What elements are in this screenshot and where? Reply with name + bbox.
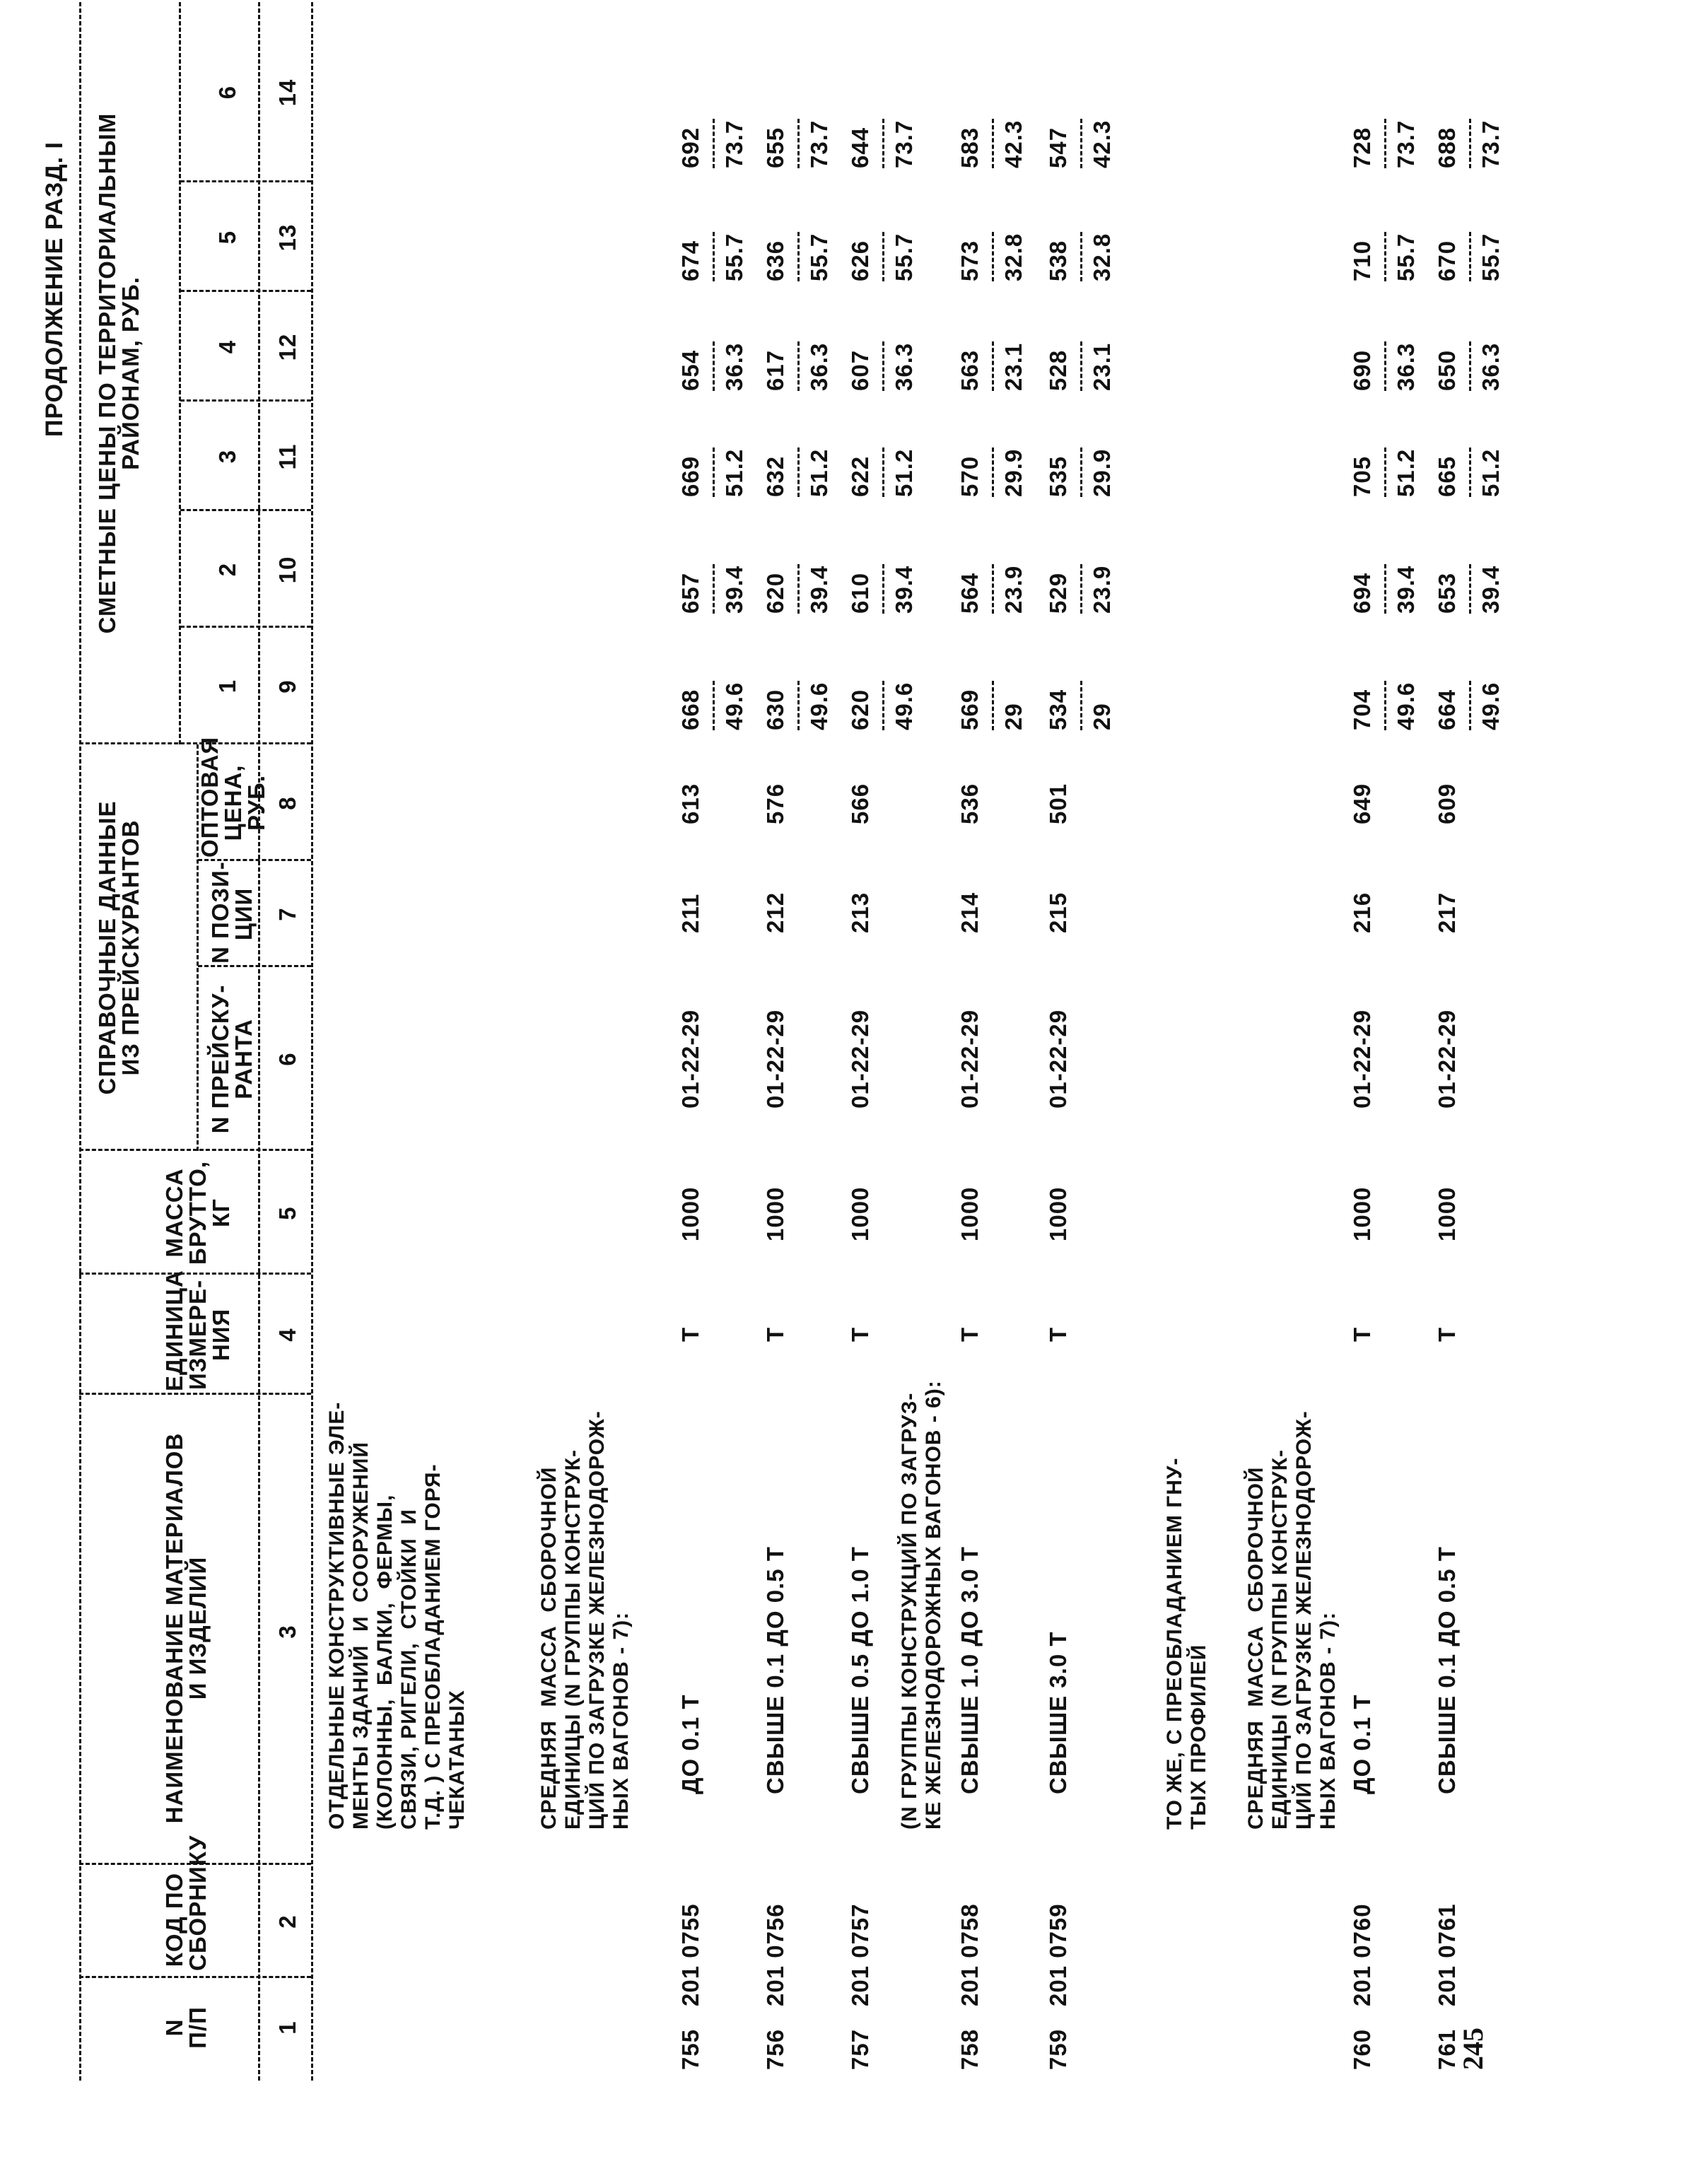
header-bottom-line [258,2,260,2081]
row-price-region-2: 694 [1349,572,1375,614]
row-price-region-5: 674 [677,240,703,281]
value-separator [992,119,994,168]
row-price-region-5: 626 [847,240,873,281]
colnum-bottom-line [311,2,313,2081]
row-price-region-6: 644 [847,127,873,168]
row-pricelist: 01-22-29 [957,1009,983,1109]
column-number-10: 10 [274,556,300,584]
row-price-region-2: 564 [957,572,983,614]
row-pricelist: 01-22-29 [1349,1009,1375,1109]
value-separator [1469,232,1471,281]
row-unit: Т [1434,1326,1460,1342]
section-heading-avg-mass-7: СРЕДНЯЯ МАССА СБОРОЧНОЙ ЕДИНИЦЫ (N ГРУППЫ КОНСТРУК- ЦИЙ ПО ЗАГРУЗКЕ ЖЕЛЕЗНОДОРОЖ- НЫХ ВАГОНОВ - 7): [537,1410,633,1830]
col-sep [180,626,311,628]
prices-sub-line [179,2,181,744]
row-name: СВЫШЕ 1.0 ДО 3.0 Т [957,1546,983,1794]
row-price-region-4: 650 [1434,349,1460,391]
row-unit: Т [957,1326,983,1342]
value-separator [882,681,884,730]
value-separator [1384,681,1386,730]
col-sep [79,1976,311,1978]
row-num: 760 [1349,2028,1375,2070]
header-note: ПРОДОЛЖЕНИЕ РАЗД. I [41,141,68,437]
row-price-region-1: 630 [762,689,788,730]
row-mass: 1000 [762,1186,788,1241]
row-price-region-1: 664 [1434,689,1460,730]
row-extra-region-1: 29 [1000,703,1026,730]
row-extra-region-5: 55.7 [721,233,747,281]
row-extra-region-1: 49.6 [1393,682,1419,730]
value-separator [1469,564,1471,614]
col-header-region-6: 6 [214,85,240,100]
row-price-region-6: 692 [677,127,703,168]
row-num: 757 [847,2028,873,2070]
value-separator [992,681,994,730]
header-top-line [79,2,81,2081]
row-unit: Т [1045,1326,1071,1342]
row-pricelist: 01-22-29 [677,1009,703,1109]
value-separator [797,564,800,614]
row-price-region-5: 670 [1434,240,1460,281]
value-separator [1469,119,1471,168]
col-header-num: N П/П [161,2006,211,2049]
col-header-pricelist: N ПРЕЙСКУ- РАНТА [207,984,257,1134]
row-pricelist: 01-22-29 [1045,1009,1071,1109]
value-separator [1384,448,1386,497]
row-extra-region-2: 39.4 [1393,565,1419,614]
section-heading-hot-rolled: ОТДЕЛЬНЫЕ КОНСТРУКТИВНЫЕ ЭЛЕ- МЕНТЫ ЗДАНИЙ И СООРУЖЕНИЙ (КОЛОННЫ, БАЛКИ, ФЕРМЫ, СВЯЗИ, РИГЕЛИ, СТОЙКИ И Т.Д. ) С ПРЕОБЛАДАНИЕМ ГОРЯ- ЧЕКАТАНЫХ [325,1401,469,1830]
value-separator [1080,564,1082,614]
row-code: 201 0758 [957,1903,983,2006]
row-extra-region-4: 36.3 [1393,342,1419,391]
value-separator [992,341,994,391]
col-sep [180,290,311,292]
value-separator [882,341,884,391]
row-price-region-6: 583 [957,127,983,168]
col-header-position: N ПОЗИ- ЦИИ [207,861,257,964]
row-price-region-6: 728 [1349,127,1375,168]
row-code: 201 0760 [1349,1903,1375,2006]
row-code: 201 0757 [847,1903,873,2006]
row-extra-region-3: 51.2 [806,448,832,497]
column-number-5: 5 [274,1206,300,1220]
row-extra-region-2: 39.4 [806,565,832,614]
col-sep [180,180,311,182]
column-number-3: 3 [274,1625,300,1639]
value-separator [1469,448,1471,497]
row-extra-region-5: 32.8 [1000,233,1026,281]
value-separator [992,232,994,281]
col-header-name: НАИМЕНОВАНИЕ МАТЕРИАЛОВ И ИЗДЕЛИЙ [161,1432,211,1824]
row-extra-region-5: 55.7 [806,233,832,281]
row-price-region-6: 547 [1045,127,1071,168]
row-unit: Т [677,1326,703,1342]
row-price-region-3: 622 [847,455,873,497]
value-separator [713,232,715,281]
col-header-region-5: 5 [214,230,240,245]
value-separator [882,564,884,614]
row-name: СВЫШЕ 0.1 ДО 0.5 Т [762,1546,788,1794]
row-position: 213 [847,891,873,933]
value-separator [992,448,994,497]
row-extra-region-4: 36.3 [891,342,917,391]
column-number-9: 9 [274,679,300,694]
row-extra-region-6: 73.7 [721,119,747,168]
col-header-mass: МАССА БРУТТО, КГ [161,1160,234,1265]
row-mass: 1000 [957,1186,983,1241]
col-header-wholesale: ОПТОВАЯ ЦЕНА, РУБ. [197,736,269,858]
row-price-region-1: 569 [957,689,983,730]
value-separator [797,341,800,391]
row-pricelist: 01-22-29 [847,1009,873,1109]
col-header-prices-group: СМЕТНЫЕ ЦЕНЫ ПО ТЕРРИТОРИАЛЬНЫМ РАЙОНАМ, РУБ. [94,112,144,634]
row-code: 201 0755 [677,1903,703,2006]
value-separator [797,681,800,730]
row-price-region-4: 563 [957,349,983,391]
section-heading-avg-mass-7b: СРЕДНЯЯ МАССА СБОРОЧНОЙ ЕДИНИЦЫ (N ГРУППЫ КОНСТРУК- ЦИЙ ПО ЗАГРУЗКЕ ЖЕЛЕЗНОДОРОЖ- НЫХ ВАГОНОВ - 7): [1244,1410,1340,1830]
value-separator [1384,232,1386,281]
row-name: ДО 0.1 Т [677,1694,703,1794]
row-extra-region-3: 51.2 [721,448,747,497]
column-number-8: 8 [274,796,300,810]
row-num: 756 [762,2028,788,2070]
row-extra-region-6: 42.3 [1089,119,1115,168]
row-name: СВЫШЕ 3.0 Т [1045,1631,1071,1794]
value-separator [713,681,715,730]
row-pricelist: 01-22-29 [762,1009,788,1109]
value-separator [713,119,715,168]
row-price-region-1: 704 [1349,689,1375,730]
col-sep [180,399,311,402]
row-wholesale: 576 [762,783,788,824]
row-price-region-3: 705 [1349,455,1375,497]
row-price-region-1: 534 [1045,689,1071,730]
row-num: 759 [1045,2028,1071,2070]
row-extra-region-2: 23.9 [1089,565,1115,614]
row-mass: 1000 [1045,1186,1071,1241]
row-price-region-3: 665 [1434,455,1460,497]
row-price-region-2: 610 [847,572,873,614]
row-price-region-1: 620 [847,689,873,730]
column-number-4: 4 [274,1328,300,1342]
row-wholesale: 649 [1349,783,1375,824]
row-price-region-3: 632 [762,455,788,497]
value-separator [1384,119,1386,168]
row-extra-region-6: 73.7 [806,119,832,168]
row-code: 201 0756 [762,1903,788,2006]
row-price-region-4: 654 [677,349,703,391]
row-price-region-6: 655 [762,127,788,168]
row-extra-region-6: 73.7 [1478,119,1504,168]
row-extra-region-2: 39.4 [891,565,917,614]
column-number-7: 7 [274,907,300,921]
col-sep [198,965,311,967]
row-num: 758 [957,2028,983,2070]
col-header-region-3: 3 [214,449,240,464]
row-wholesale: 566 [847,783,873,824]
row-price-region-2: 653 [1434,572,1460,614]
row-extra-region-4: 36.3 [806,342,832,391]
row-name: ДО 0.1 Т [1349,1694,1375,1794]
row-extra-region-5: 55.7 [891,233,917,281]
row-price-region-4: 617 [762,349,788,391]
row-mass: 1000 [677,1186,703,1241]
row-price-region-5: 636 [762,240,788,281]
row-mass: 1000 [1434,1186,1460,1241]
row-name: СВЫШЕ 0.1 ДО 0.5 Т [1434,1546,1460,1794]
row-extra-region-1: 49.6 [1478,682,1504,730]
row-extra-region-2: 39.4 [1478,565,1504,614]
value-separator [797,232,800,281]
column-number-11: 11 [274,443,300,470]
row-price-region-5: 538 [1045,240,1071,281]
row-price-region-3: 669 [677,455,703,497]
value-separator [713,564,715,614]
row-wholesale: 613 [677,783,703,824]
column-number-6: 6 [274,1052,300,1066]
row-unit: Т [847,1326,873,1342]
row-position: 217 [1434,891,1460,933]
row-price-region-3: 535 [1045,455,1071,497]
row-extra-region-6: 73.7 [1393,119,1419,168]
row-num: 761 [1434,2028,1460,2070]
value-separator [1384,341,1386,391]
row-position: 211 [677,893,703,933]
row-price-region-5: 573 [957,240,983,281]
value-separator [882,119,884,168]
row-price-region-2: 657 [677,572,703,614]
value-separator [1080,681,1082,730]
col-sep [79,742,311,744]
col-sep [79,1273,311,1275]
value-separator [882,232,884,281]
value-separator [882,448,884,497]
column-number-12: 12 [274,333,300,361]
row-unit: Т [1349,1326,1375,1342]
row-wholesale: 536 [957,783,983,824]
col-header-code: КОД ПО СБОРНИКУ [161,1835,211,1971]
row-extra-region-4: 23.1 [1000,342,1026,391]
col-header-region-1: 1 [214,679,240,694]
row-extra-region-5: 55.7 [1393,233,1419,281]
section-heading-bent-profiles: ТО ЖЕ, С ПРЕОБЛАДАНИЕМ ГНУ- ТЫХ ПРОФИЛЕЙ [1163,1457,1210,1830]
row-extra-region-1: 49.6 [806,682,832,730]
row-extra-region-2: 39.4 [721,565,747,614]
row-price-region-4: 690 [1349,349,1375,391]
col-header-unit: ЕДИНИЦА ИЗМЕРЕ- НИЯ [161,1270,234,1391]
row-wholesale: 501 [1045,783,1071,824]
row-price-region-6: 688 [1434,127,1460,168]
row-pricelist: 01-22-29 [1434,1009,1460,1109]
row-price-region-2: 529 [1045,572,1071,614]
value-separator [713,341,715,391]
row-position: 212 [762,891,788,933]
value-separator [713,448,715,497]
row-extra-region-3: 29.9 [1089,448,1115,497]
row-extra-region-2: 23.9 [1000,565,1026,614]
row-position: 214 [957,891,983,933]
column-number-14: 14 [274,78,300,107]
col-header-region-2: 2 [214,562,240,577]
value-separator [1080,232,1082,281]
value-separator [797,448,800,497]
row-extra-region-6: 42.3 [1000,119,1026,168]
row-extra-region-1: 49.6 [891,682,917,730]
row-extra-region-4: 36.3 [721,342,747,391]
row-extra-region-3: 29.9 [1000,448,1026,497]
row-wholesale: 609 [1434,783,1460,824]
row-extra-region-3: 51.2 [891,448,917,497]
row-extra-region-6: 73.7 [891,119,917,168]
row-mass: 1000 [847,1186,873,1241]
row-extra-region-1: 29 [1089,703,1115,730]
row-price-region-2: 620 [762,572,788,614]
row-extra-region-3: 51.2 [1393,448,1419,497]
row-price-region-4: 607 [847,349,873,391]
row-name: СВЫШЕ 0.5 ДО 1.0 Т [847,1546,873,1794]
value-separator [1384,564,1386,614]
value-separator [1469,341,1471,391]
row-price-region-3: 570 [957,455,983,497]
col-header-region-4: 4 [214,339,240,354]
row-price-region-5: 710 [1349,240,1375,281]
row-position: 215 [1045,891,1071,933]
row-extra-region-3: 51.2 [1478,448,1504,497]
row-unit: Т [762,1326,788,1342]
page-number: 245 [1457,2028,1489,2070]
section-heading-group-6: (N ГРУППЫ КОНСТРУКЦИЙ ПО ЗАГРУЗ- КЕ ЖЕЛЕЗНОДОРОЖНЫХ ВАГОНОВ - 6): [898,1380,945,1830]
column-number-13: 13 [274,223,300,252]
col-sep [79,1149,311,1151]
value-separator [992,564,994,614]
row-extra-region-5: 55.7 [1478,233,1504,281]
value-separator [1080,448,1082,497]
row-extra-region-4: 36.3 [1478,342,1504,391]
row-price-region-1: 668 [677,689,703,730]
row-extra-region-5: 32.8 [1089,233,1115,281]
row-code: 201 0759 [1045,1903,1071,2006]
row-extra-region-1: 49.6 [721,682,747,730]
value-separator [797,119,800,168]
col-sep [180,509,311,511]
row-position: 216 [1349,891,1375,933]
row-extra-region-4: 23.1 [1089,342,1115,391]
col-sep [79,1393,311,1395]
column-number-2: 2 [274,1914,300,1929]
row-price-region-4: 528 [1045,349,1071,391]
value-separator [1469,681,1471,730]
row-mass: 1000 [1349,1186,1375,1241]
col-header-ref-group: СПРАВОЧНЫЕ ДАННЫЕ ИЗ ПРЕЙСКУРАНТОВ [94,800,144,1095]
value-separator [1080,119,1082,168]
row-code: 201 0761 [1434,1903,1460,2006]
value-separator [1080,341,1082,391]
column-number-1: 1 [274,2020,300,2035]
row-num: 755 [677,2028,703,2070]
